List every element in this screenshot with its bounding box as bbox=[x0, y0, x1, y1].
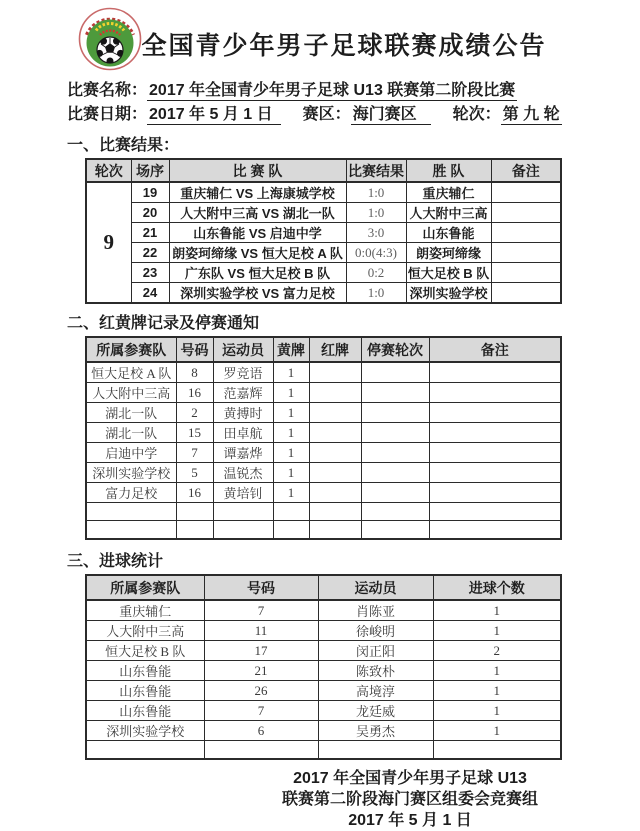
cell-player: 陈致朴 bbox=[318, 661, 433, 681]
match-name-line bbox=[67, 80, 640, 102]
cell-num: 15 bbox=[176, 423, 213, 443]
column-header: 胜 队 bbox=[406, 159, 491, 182]
cell-player: 范嘉辉 bbox=[213, 383, 273, 403]
table-row bbox=[86, 443, 561, 463]
column-header: 运动员 bbox=[318, 575, 433, 600]
cell-num: 16 bbox=[176, 483, 213, 503]
match-date-label: 比赛日期： bbox=[67, 106, 148, 123]
table-row bbox=[86, 661, 561, 681]
cell-yellow: 1 bbox=[273, 383, 309, 403]
column-header: 比赛结果 bbox=[346, 159, 406, 182]
cell-ban bbox=[361, 383, 429, 403]
match-date-value: 2017 年 5 月 1 日 bbox=[147, 106, 281, 125]
column-header: 比 赛 队 bbox=[169, 159, 346, 182]
region-label: 赛区： bbox=[302, 106, 351, 123]
document-footer bbox=[190, 768, 630, 831]
cell-num: 7 bbox=[204, 701, 318, 721]
cell-num: 6 bbox=[204, 721, 318, 741]
cell-team: 恒大足校 B 队 bbox=[86, 641, 204, 661]
round-label: 轮次： bbox=[452, 106, 501, 123]
cell-winner: 深圳实验学校 bbox=[406, 283, 491, 304]
cell-red bbox=[309, 403, 361, 423]
cell-ban bbox=[361, 483, 429, 503]
cell-note bbox=[429, 403, 561, 423]
table-row bbox=[86, 741, 561, 760]
cell-note bbox=[429, 503, 561, 521]
column-header: 备注 bbox=[491, 159, 561, 182]
table-row bbox=[86, 641, 561, 661]
cell-red bbox=[309, 423, 361, 443]
cell-goals: 1 bbox=[433, 661, 561, 681]
cell-winner: 恒大足校 B 队 bbox=[406, 263, 491, 283]
cell-team: 重庆辅仁 bbox=[86, 600, 204, 621]
cell-num bbox=[204, 741, 318, 760]
cell-yellow bbox=[273, 521, 309, 540]
results-table bbox=[85, 158, 562, 304]
footer-line-2: 联赛第二阶段海门赛区组委会竞赛组 bbox=[281, 791, 538, 808]
cell-team: 深圳实验学校 bbox=[86, 721, 204, 741]
table-row bbox=[86, 223, 561, 243]
cards-header-row bbox=[86, 337, 561, 362]
cell-round: 9 bbox=[86, 182, 131, 303]
cell-red bbox=[309, 521, 361, 540]
column-header: 停赛轮次 bbox=[361, 337, 429, 362]
match-name-label: 比赛名称： bbox=[67, 82, 148, 99]
column-header: 进球个数 bbox=[433, 575, 561, 600]
cell-score: 1:0 bbox=[346, 203, 406, 223]
table-row bbox=[86, 503, 561, 521]
cell-note bbox=[429, 443, 561, 463]
cell-match: 山东鲁能 VS 启迪中学 bbox=[169, 223, 346, 243]
table-row bbox=[86, 403, 561, 423]
cell-team: 富力足校 bbox=[86, 483, 176, 503]
results-header-row bbox=[86, 159, 561, 182]
cell-red bbox=[309, 483, 361, 503]
cell-num: 17 bbox=[204, 641, 318, 661]
league-logo-icon bbox=[77, 7, 143, 71]
cell-yellow: 1 bbox=[273, 362, 309, 383]
cell-note bbox=[491, 182, 561, 203]
column-header: 所属参赛队 bbox=[86, 337, 176, 362]
column-header: 轮次 bbox=[86, 159, 131, 182]
table-row bbox=[86, 721, 561, 741]
cell-player: 黄培钊 bbox=[213, 483, 273, 503]
cell-player: 罗竞语 bbox=[213, 362, 273, 383]
cell-yellow: 1 bbox=[273, 463, 309, 483]
page-title: 全国青少年男子足球联赛成绩公告 bbox=[141, 32, 547, 60]
cell-num: 26 bbox=[204, 681, 318, 701]
cell-match: 重庆辅仁 VS 上海康城学校 bbox=[169, 182, 346, 203]
cell-player: 闵正阳 bbox=[318, 641, 433, 661]
cell-yellow: 1 bbox=[273, 423, 309, 443]
cell-note bbox=[429, 362, 561, 383]
column-header: 所属参赛队 bbox=[86, 575, 204, 600]
cell-red bbox=[309, 362, 361, 383]
cell-note bbox=[491, 223, 561, 243]
cell-ban bbox=[361, 443, 429, 463]
section-heading-goals: 三、进球统计 bbox=[67, 553, 164, 570]
cell-score: 0:0(4:3) bbox=[346, 243, 406, 263]
cell-player: 谭嘉烨 bbox=[213, 443, 273, 463]
column-header: 场序 bbox=[131, 159, 169, 182]
region-value: 海门赛区 bbox=[351, 106, 431, 125]
table-row bbox=[86, 283, 561, 304]
column-header: 红牌 bbox=[309, 337, 361, 362]
cell-score: 1:0 bbox=[346, 182, 406, 203]
cell-red bbox=[309, 463, 361, 483]
cell-player bbox=[213, 503, 273, 521]
cell-team: 山东鲁能 bbox=[86, 661, 204, 681]
cell-note bbox=[491, 243, 561, 263]
round-value: 第 九 轮 bbox=[502, 106, 560, 123]
table-row bbox=[86, 203, 561, 223]
cell-goals: 1 bbox=[433, 621, 561, 641]
cell-note bbox=[429, 463, 561, 483]
table-row bbox=[86, 243, 561, 263]
cell-score: 1:0 bbox=[346, 283, 406, 304]
cell-player: 田卓航 bbox=[213, 423, 273, 443]
section-heading-results: 一、比赛结果： bbox=[67, 137, 180, 154]
cell-goals bbox=[433, 741, 561, 760]
cell-team: 山东鲁能 bbox=[86, 681, 204, 701]
cell-winner: 朗姿珂缔缘 bbox=[406, 243, 491, 263]
cell-note bbox=[429, 521, 561, 540]
cell-num: 8 bbox=[176, 362, 213, 383]
cell-num: 2 bbox=[176, 403, 213, 423]
cell-no: 21 bbox=[131, 223, 169, 243]
cell-player: 温锐杰 bbox=[213, 463, 273, 483]
cell-score: 0:2 bbox=[346, 263, 406, 283]
table-row bbox=[86, 383, 561, 403]
goals-header-row bbox=[86, 575, 561, 600]
cell-note bbox=[429, 383, 561, 403]
table-row bbox=[86, 621, 561, 641]
cell-note bbox=[491, 203, 561, 223]
cell-winner: 人大附中三高 bbox=[406, 203, 491, 223]
cell-player: 黄搏时 bbox=[213, 403, 273, 423]
section-heading-cards: 二、红黄牌记录及停赛通知 bbox=[67, 315, 260, 332]
footer-line-3: 2017 年 5 月 1 日 bbox=[348, 812, 472, 829]
cell-ban bbox=[361, 362, 429, 383]
cell-winner: 山东鲁能 bbox=[406, 223, 491, 243]
cell-team: 山东鲁能 bbox=[86, 701, 204, 721]
cell-team: 湖北一队 bbox=[86, 403, 176, 423]
table-row bbox=[86, 701, 561, 721]
table-row bbox=[86, 362, 561, 383]
match-meta bbox=[67, 80, 640, 126]
cell-num bbox=[176, 503, 213, 521]
cell-yellow: 1 bbox=[273, 443, 309, 463]
cell-yellow bbox=[273, 503, 309, 521]
cell-ban bbox=[361, 463, 429, 483]
cell-num: 7 bbox=[176, 443, 213, 463]
cell-no: 19 bbox=[131, 182, 169, 203]
table-row bbox=[86, 423, 561, 443]
table-row bbox=[86, 600, 561, 621]
table-row bbox=[86, 681, 561, 701]
column-header: 号码 bbox=[204, 575, 318, 600]
cell-match: 人大附中三高 VS 湖北一队 bbox=[169, 203, 346, 223]
cell-yellow: 1 bbox=[273, 403, 309, 423]
cell-team bbox=[86, 741, 204, 760]
cell-match: 深圳实验学校 VS 富力足校 bbox=[169, 283, 346, 304]
cell-player: 吴勇杰 bbox=[318, 721, 433, 741]
column-header: 运动员 bbox=[213, 337, 273, 362]
cell-red bbox=[309, 443, 361, 463]
cell-player bbox=[318, 741, 433, 760]
cell-player: 肖陈亚 bbox=[318, 600, 433, 621]
cell-red bbox=[309, 383, 361, 403]
cell-num: 16 bbox=[176, 383, 213, 403]
cell-goals: 2 bbox=[433, 641, 561, 661]
cell-num: 7 bbox=[204, 600, 318, 621]
cards-table bbox=[85, 336, 562, 540]
cell-team: 恒大足校 A 队 bbox=[86, 362, 176, 383]
cell-winner: 重庆辅仁 bbox=[406, 182, 491, 203]
cell-note bbox=[429, 423, 561, 443]
cell-player: 徐峻明 bbox=[318, 621, 433, 641]
cell-team: 人大附中三高 bbox=[86, 383, 176, 403]
column-header: 黄牌 bbox=[273, 337, 309, 362]
cell-num: 21 bbox=[204, 661, 318, 681]
match-date-line bbox=[67, 104, 640, 126]
cell-goals: 1 bbox=[433, 600, 561, 621]
cell-no: 22 bbox=[131, 243, 169, 263]
cell-note bbox=[429, 483, 561, 503]
cell-ban bbox=[361, 403, 429, 423]
table-row bbox=[86, 263, 561, 283]
cell-goals: 1 bbox=[433, 721, 561, 741]
goals-table bbox=[85, 574, 562, 760]
cell-note bbox=[491, 283, 561, 304]
cell-score: 3:0 bbox=[346, 223, 406, 243]
cell-no: 23 bbox=[131, 263, 169, 283]
cell-match: 广东队 VS 恒大足校 B 队 bbox=[169, 263, 346, 283]
cell-team: 深圳实验学校 bbox=[86, 463, 176, 483]
column-header: 备注 bbox=[429, 337, 561, 362]
table-row bbox=[86, 483, 561, 503]
cell-player: 高境淳 bbox=[318, 681, 433, 701]
footer-line-1: 2017 年全国青少年男子足球 U13 bbox=[293, 770, 527, 787]
cell-num: 5 bbox=[176, 463, 213, 483]
cell-goals: 1 bbox=[433, 681, 561, 701]
cell-red bbox=[309, 503, 361, 521]
table-row bbox=[86, 463, 561, 483]
cell-match: 朗姿珂缔缘 VS 恒大足校 A 队 bbox=[169, 243, 346, 263]
table-row bbox=[86, 521, 561, 540]
cell-note bbox=[491, 263, 561, 283]
cell-ban bbox=[361, 503, 429, 521]
cell-num: 11 bbox=[204, 621, 318, 641]
cell-num bbox=[176, 521, 213, 540]
cell-yellow: 1 bbox=[273, 483, 309, 503]
cell-goals: 1 bbox=[433, 701, 561, 721]
column-header: 号码 bbox=[176, 337, 213, 362]
cell-no: 20 bbox=[131, 203, 169, 223]
table-row bbox=[86, 182, 561, 203]
cell-team: 湖北一队 bbox=[86, 423, 176, 443]
cell-ban bbox=[361, 423, 429, 443]
cell-team: 人大附中三高 bbox=[86, 621, 204, 641]
document-header bbox=[0, 0, 640, 72]
match-name-value: 2017 年全国青少年男子足球 U13 联赛第二阶段比赛 bbox=[149, 82, 516, 99]
cell-player bbox=[213, 521, 273, 540]
cell-player: 龙廷威 bbox=[318, 701, 433, 721]
cell-ban bbox=[361, 521, 429, 540]
cell-team bbox=[86, 503, 176, 521]
cell-no: 24 bbox=[131, 283, 169, 304]
cell-team: 启迪中学 bbox=[86, 443, 176, 463]
cell-team bbox=[86, 521, 176, 540]
